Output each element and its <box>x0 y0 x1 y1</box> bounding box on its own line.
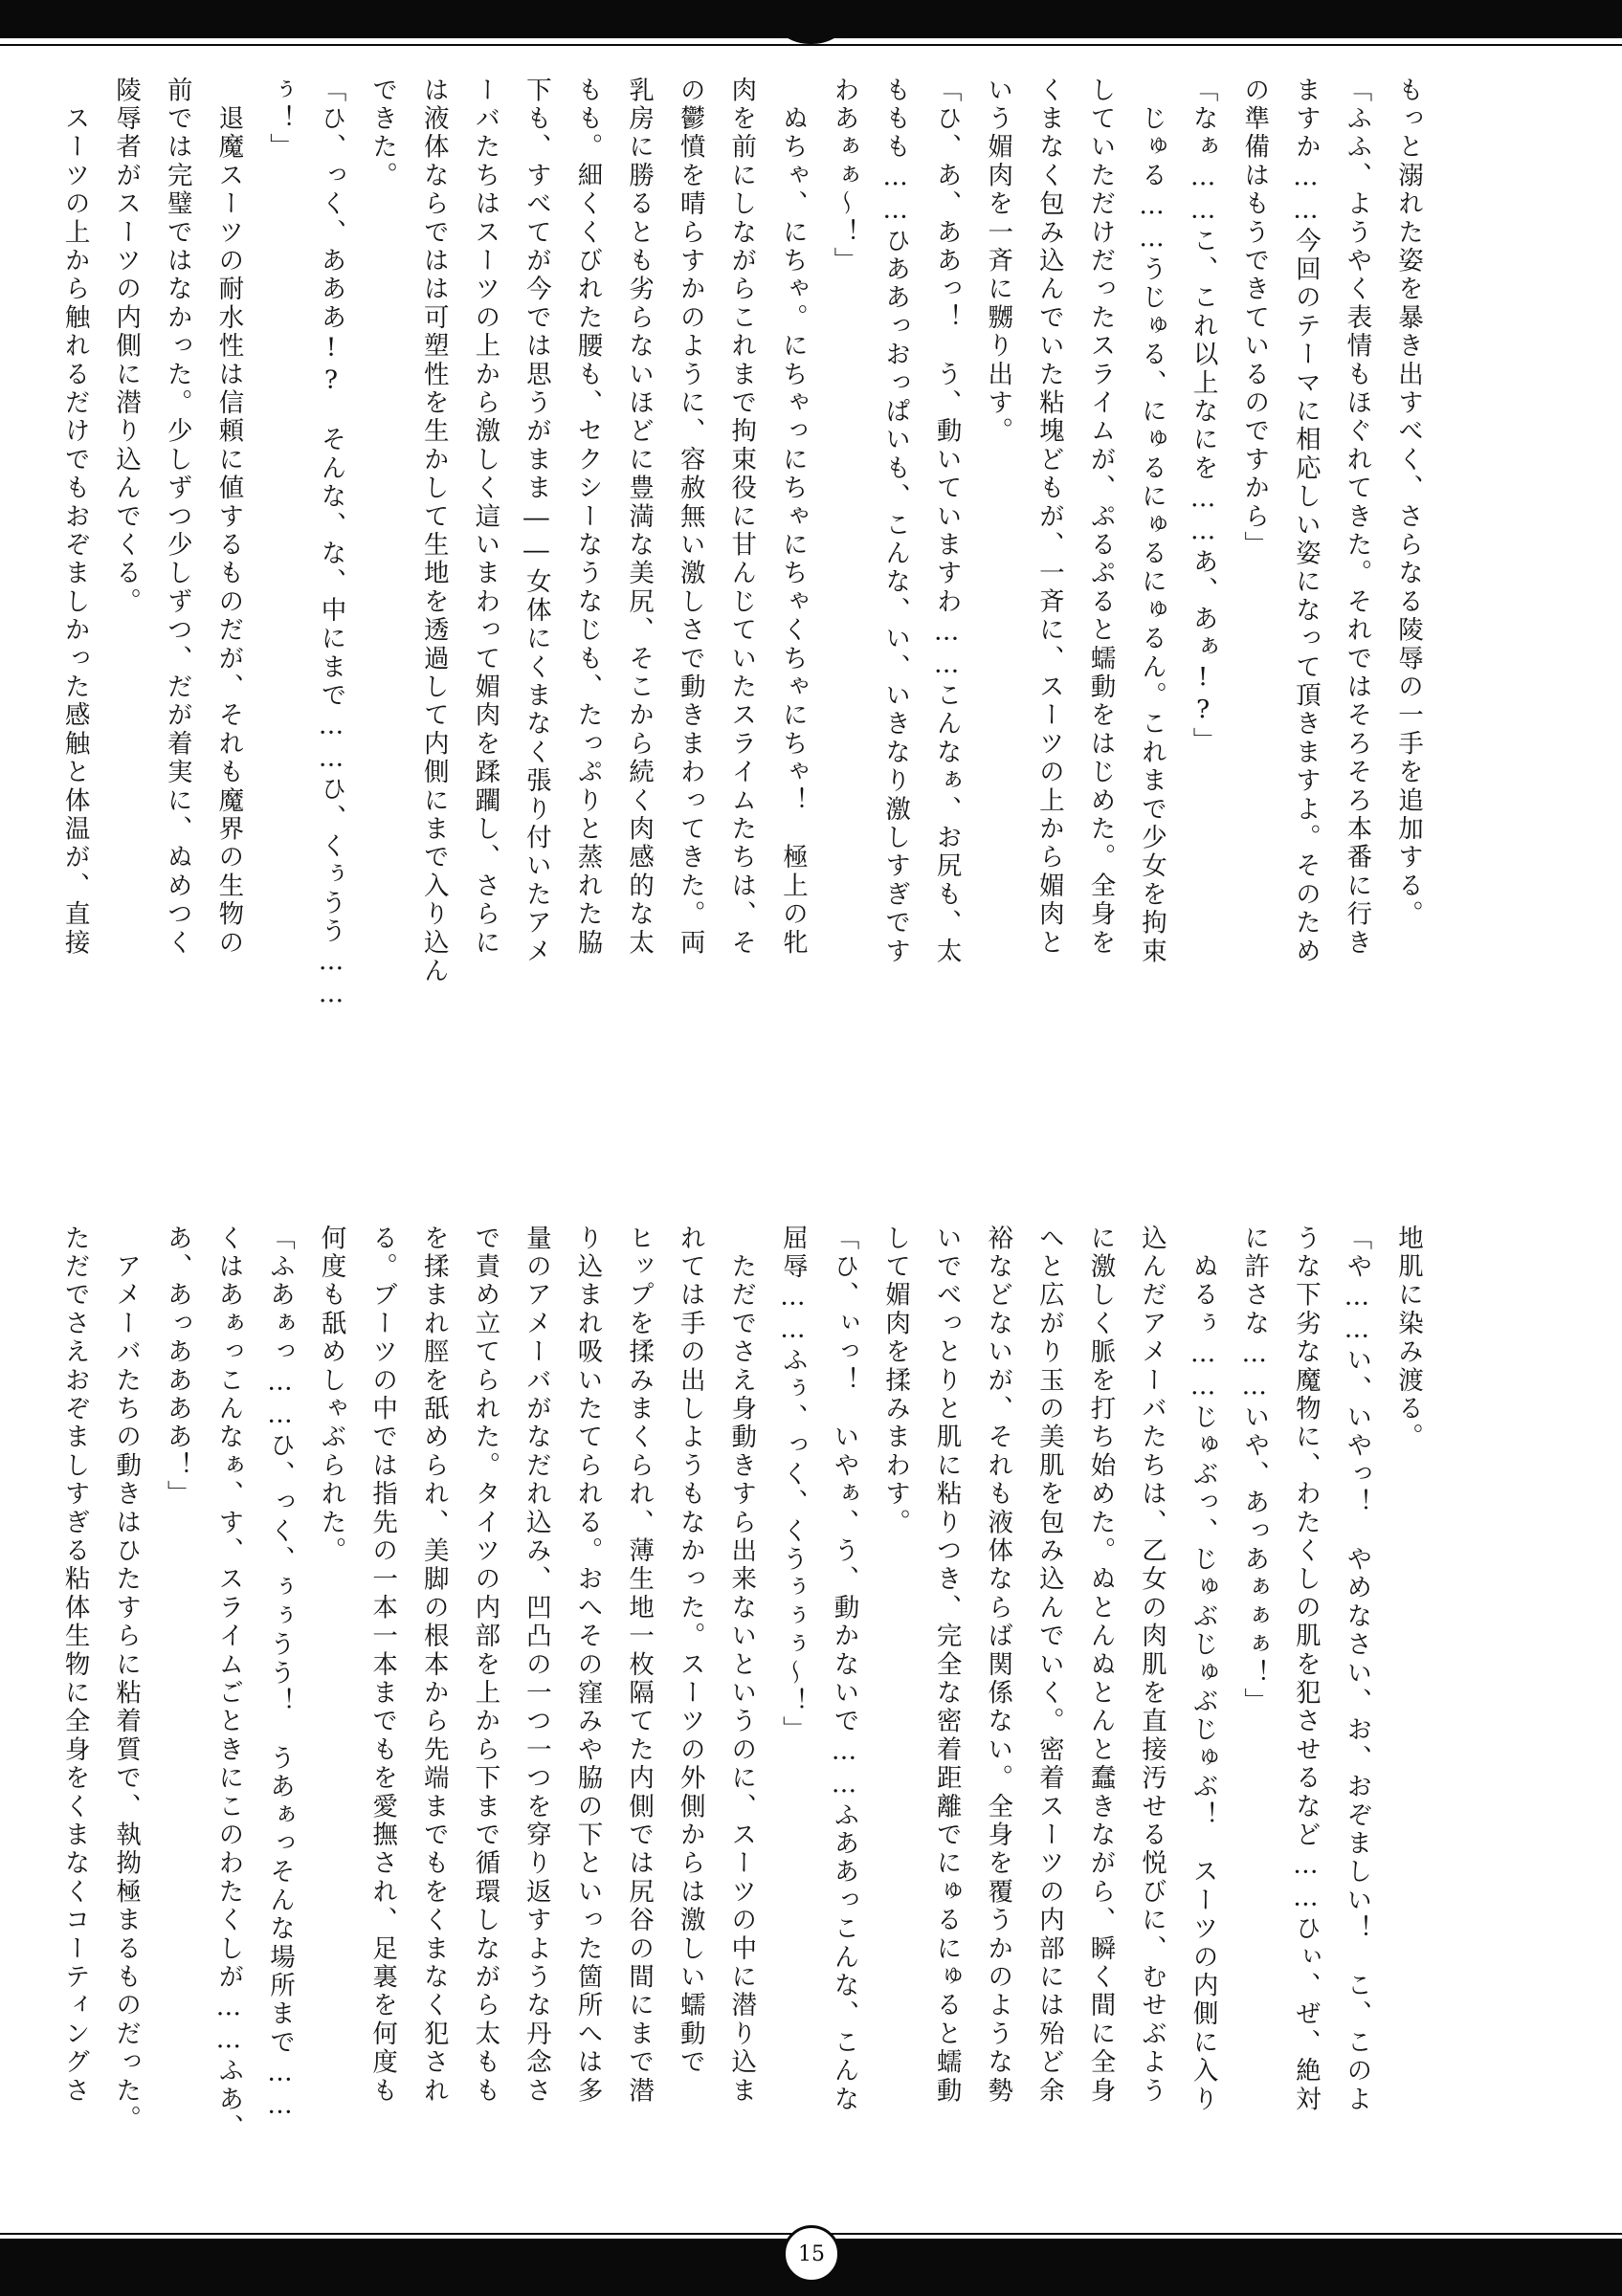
text-column: 退魔スーツの耐水性は信頼に値するものだが、それも魔界の生物の <box>213 77 244 958</box>
text-column: もっと溺れた姿を暴き出すべく、さらなる陵辱の一手を追加する。 <box>1393 77 1423 929</box>
page-number: 15 <box>798 2241 825 2266</box>
text-column: あ、あっああああ！」 <box>162 1225 192 1509</box>
text-column: スーツの上から触れるだけでもおぞましかった感触と体温が、直接 <box>59 77 90 958</box>
text-column: 肉を前にしながらこれまで拘束役に甘んじていたスライムたちは、そ <box>726 77 757 958</box>
text-column: ぬちゃ、にちゃ。にちゃっにちゃにちゃくちゃにちゃ！ 極上の牝 <box>777 77 808 958</box>
text-column: 量のアメーバがなだれ込み、凹凸の一つ一つを穿り返すような丹念さ <box>521 1225 551 2106</box>
text-column: もも。細くくびれた腰も、セクシーなうなじも、たっぷりと蒸れた脇 <box>572 77 603 958</box>
text-column: ますか……今回のテーマに相応しい姿になって頂きますよ。そのため <box>1290 77 1321 966</box>
text-column: ももも……ひああっおっぱいも、こんな、い、いきなり激しすぎです <box>880 77 911 966</box>
text-column: を揉まれ脛を舐められ、美脚の根本から先端までもをくまなく犯され <box>418 1225 449 2106</box>
text-column: 「や……い、いやっ！ やめなさい、お、おぞましい！ こ、このよ <box>1342 1225 1372 2114</box>
bottom-decorative-bar <box>0 2225 1622 2296</box>
text-column: 「ひ、ぃっ！ いやぁ、う、動かないで……ふああっこんな、こんな <box>829 1225 859 2114</box>
text-column: の鬱憤を晴らすかのように、容赦無い激しさで動きまわってきた。両 <box>675 77 705 958</box>
text-column: 何度も舐めしゃぶられた。 <box>316 1225 346 1566</box>
text-column: じゅる……うじゅる、にゅるにゅるにゅるん。これまで少女を拘束 <box>1137 77 1167 966</box>
text-column: ただでさえおぞましすぎる粘体生物に全身をくまなくコーティングさ <box>59 1225 90 2106</box>
text-column: の準備はもうできているのですから」 <box>1239 77 1270 560</box>
lower-text-block <box>59 1225 1433 2210</box>
top-bar-right-band <box>830 0 1622 38</box>
text-column: に許さな……いや、あっあぁぁぁ！」 <box>1239 1225 1270 1716</box>
text-column: 「ひ、あ、ああっ！ う、動いていますわ……こんなぁ、お尻も、太 <box>931 77 962 966</box>
text-column: 「ひ、っく、あああ!? そんな、な、中にまで……ひ、くぅうう…… <box>316 77 346 1012</box>
text-column: できた。 <box>367 77 398 190</box>
text-column: は液体ならではは可塑性を生かして生地を透過して内側にまで入り込ん <box>418 77 449 986</box>
text-column: れては手の出しようもなかった。スーツの外側からは激しい蠕動で <box>675 1225 705 2077</box>
text-column: ぅ！」 <box>264 77 295 163</box>
text-column: いう媚肉を一斉に嬲り出す。 <box>983 77 1013 447</box>
text-column: 「ふふ、ようやく表情もほぐれてきた。それではそろそろ本番に行き <box>1342 77 1372 958</box>
text-column: 下も、すべてが今では思うがまま――女体にくまなく張り付いたアメ <box>521 77 551 966</box>
text-column: 込んだアメーバたちは、乙女の肉肌を直接汚せる悦びに、むせぶよう <box>1137 1225 1167 2106</box>
text-column: に激しく脈を打ち始めた。ぬとんぬとんと蠢きながら、瞬く間に全身 <box>1085 1225 1116 2106</box>
text-column: る。ブーツの中では指先の一本一本までもを愛撫され、足裏を何度も <box>367 1225 398 2106</box>
text-column: アメーバたちの動きはひたすらに粘着質で、執拗極まるものだった。 <box>111 1225 142 2134</box>
text-column: していただけだったスライムが、ぷるぷると蠕動をはじめた。全身を <box>1085 77 1116 958</box>
text-column: 裕などないが、それも液体ならば関係ない。全身を覆うかのような勢 <box>983 1225 1013 2106</box>
text-column: 屈辱……ふぅ、っく、くうぅぅぅ～！」 <box>777 1225 808 1745</box>
page-number-badge <box>783 2225 840 2283</box>
text-column: くまなく包み込んでいた粘塊どもが、一斉に、スーツの上から媚肉と <box>1033 77 1064 958</box>
upper-text-block <box>59 77 1433 1052</box>
text-column: うな下劣な魔物に、わたくしの肌を犯させるなど……ひぃ、ぜ、絶対 <box>1290 1225 1321 2114</box>
text-column: わあぁぁ～！」 <box>829 77 859 276</box>
text-column: へと広がり玉の美肌を包み込んでいく。密着スーツの内部には殆ど余 <box>1033 1225 1064 2106</box>
top-decorative-bar <box>0 0 1622 42</box>
top-bar-rule <box>0 44 1622 46</box>
text-column: ヒップを揉みまくられ、薄生地一枚隔てた内側では尻谷の間にまで潜 <box>624 1225 655 2106</box>
text-column: 乳房に勝るとも劣らないほどに豊満な美尻、そこから続く肉感的な太 <box>624 77 655 958</box>
text-column: ただでさえ身動きすら出来ないというのに、スーツの中に潜り込ま <box>726 1225 757 2106</box>
text-column: ぬるぅ……じゅぶっ、じゅぶじゅぶじゅぶ！ スーツの内側に入り <box>1188 1225 1218 2114</box>
text-column: 前では完璧ではなかった。少しずつ少しずつ、だが着実に、ぬめつく <box>162 77 192 958</box>
text-column: して媚肉を揉みまわす。 <box>880 1225 911 1537</box>
text-column: 陵辱者がスーツの内側に潜り込んでくる。 <box>111 77 142 617</box>
text-column: で責め立てられた。タイツの内部を上から下まで循環しながら太もも <box>470 1225 500 2106</box>
text-column: くはあぁっこんなぁ、す、スライムごときにこのわたくしが……ふあ、 <box>213 1225 244 2143</box>
text-column: 「ふあぁっ……ひ、っく、ぅぅうう！ うあぁっそんな場所まで…… <box>264 1225 295 2123</box>
top-bar-left-band <box>0 0 792 38</box>
text-column: ーバたちはスーツの上から激しく這いまわって媚肉を蹂躙し、さらに <box>470 77 500 958</box>
text-column: 「なぁ……こ、これ以上なにを……あ、あぁ!?」 <box>1188 77 1218 757</box>
text-column: いでべっとりと肌に粘りつき、完全な密着距離でにゅるにゅると蠕動 <box>931 1225 962 2106</box>
text-column: り込まれ吸いたてられる。おへその窪みや脇の下といった箇所へは多 <box>572 1225 603 2106</box>
text-column: 地肌に染み渡る。 <box>1393 1225 1423 1452</box>
